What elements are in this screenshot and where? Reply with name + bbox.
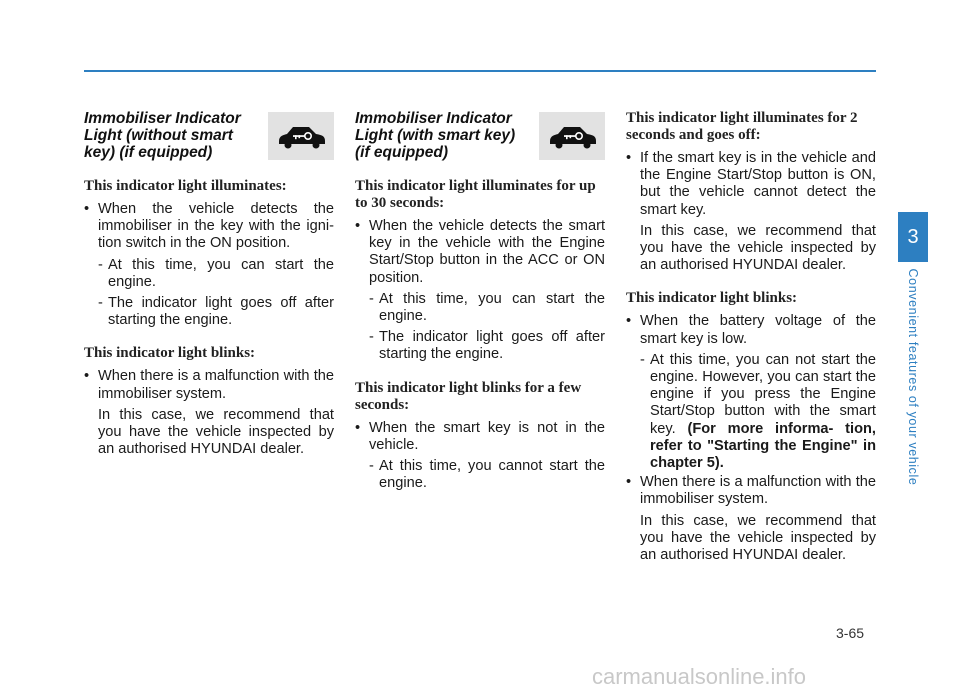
section-heading: Immobiliser Indicator Light (without smart key) (if equipped) (84, 110, 241, 161)
bullet-item (626, 474, 876, 508)
chapter-title: Convenient features of your vehicle (906, 268, 920, 486)
top-rule (84, 70, 876, 72)
bullet-item (84, 201, 334, 253)
dash-item (355, 329, 605, 363)
cross-reference: (For more informa- tion, refer to "Starting the Engine" in chapter 5). (650, 420, 876, 472)
car-key-indicator-icon (539, 112, 605, 160)
bullet-text: When the battery voltage of the smart key is low. (640, 313, 876, 347)
bullet-item (626, 313, 876, 347)
section-header (355, 110, 605, 162)
column-1 (84, 110, 334, 461)
bullet-mark: • (626, 474, 632, 491)
dash-mark: - (369, 290, 374, 307)
dash-item (84, 257, 334, 291)
bullet-item (355, 420, 605, 454)
chapter-tab: 3 (898, 212, 928, 262)
watermark: carmanualsonline.info (592, 664, 807, 689)
bullet-text: If the smart key is in the vehicle and the Engine Start/Stop button is ON, but the vehicle cannot detect the smart key. (640, 150, 876, 218)
column-3 (626, 110, 876, 567)
dash-mark: - (369, 458, 374, 475)
paragraph: In this case, we recommend that you have the vehicle inspected by an authorised HYUNDAI dealer. (98, 406, 334, 458)
dash-item (626, 352, 876, 472)
car-key-indicator-icon (268, 112, 334, 160)
subheading: This indicator light blinks for a few seconds: (355, 379, 582, 413)
dash-text: At this time, you can start the engine. (108, 256, 334, 290)
section-header (84, 110, 334, 162)
dash-item (355, 291, 605, 325)
page-number: 3-65 (836, 625, 865, 641)
bullet-text: When the vehicle detects the smart key in the vehicle with the Engine Start/Stop button in the ACC or ON position. (369, 218, 605, 286)
bullet-item (355, 218, 605, 287)
section-heading: Immobiliser Indicator Light (with smart key) (if equipped) (355, 110, 516, 161)
bullet-mark: • (84, 201, 90, 217)
dash-mark: - (98, 256, 103, 273)
bullet-mark: • (626, 150, 632, 166)
bullet-item (626, 150, 876, 219)
paragraph: In this case, we recommend that you have the vehicle inspected by an authorised HYUNDAI dealer. (640, 222, 876, 274)
subheading: This indicator light illuminates for 2 seconds and goes off: (626, 110, 858, 143)
column-2 (355, 110, 605, 494)
dash-text: At this time, you can start the engine. (379, 290, 605, 325)
bullet-text: When the smart key is not in the vehicle. (369, 419, 605, 453)
subheading: This indicator light illuminates for up to 30 seconds: (355, 178, 596, 211)
dash-item (355, 458, 605, 492)
dash-text: At this time, you can not start the engine. However, you can start the engine if you press the Engine Start/Stop button with the smart key. (650, 351, 876, 437)
bullet-text: When the vehicle detects the immobiliser in the key with the igni- tion switch in the ON position. (98, 201, 334, 252)
paragraph: In this case, we recommend that you have the vehicle inspected by an authorised HYUNDAI dealer. (640, 512, 876, 564)
subheading: This indicator light illuminates: (84, 178, 287, 194)
bullet-text: When there is a malfunction with the immobiliser system. (640, 474, 876, 508)
bullet-item (84, 368, 334, 402)
dash-text: At this time, you cannot start the engine. (379, 458, 605, 492)
dash-mark: - (369, 329, 374, 346)
subheading: This indicator light blinks: (626, 290, 798, 307)
bullet-mark: • (626, 313, 632, 330)
bullet-mark: • (355, 218, 361, 234)
bullet-mark: • (355, 419, 361, 436)
subheading: This indicator light blinks: (84, 345, 256, 362)
bullet-mark: • (84, 368, 90, 385)
dash-mark: - (640, 351, 645, 368)
bullet-text: When there is a malfunction with the immobiliser system. (98, 368, 334, 402)
dash-text: The indicator light goes off after starting the engine. (108, 295, 334, 329)
dash-item (84, 295, 334, 329)
dash-text: The indicator light goes off after starting the engine. (379, 329, 605, 363)
dash-mark: - (98, 295, 103, 312)
